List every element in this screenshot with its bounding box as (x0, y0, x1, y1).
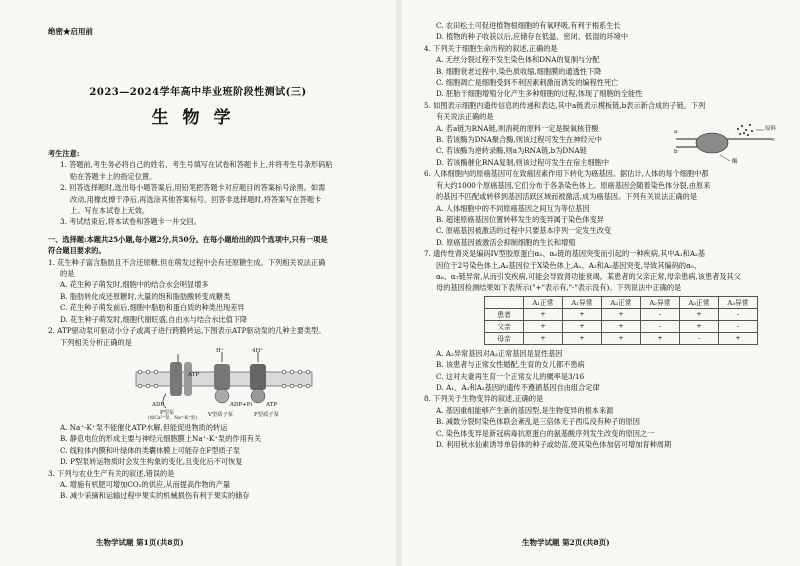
notice-line: 2. 回答选择题时,选出每小题答案后,用铅笔把答题卡对应题目的答案标号涂黑。如需 (60, 183, 326, 193)
notice-line: 1. 答题前,考生务必将自己的姓名、考生号填写在试卷和答题卡上,并将考生号条形码粘 (60, 160, 333, 170)
option-b: B. 若该酶为DNA聚合酶,则该过程可发生在神经元中 (436, 135, 602, 145)
table-cell: - (641, 320, 680, 332)
option-b: B. 减数分裂时染色体联会紊乱是三倍体无子西瓜没有种子的原因 (436, 417, 640, 427)
label-c: c (772, 136, 776, 143)
option-c: C. 花生种子萌发前后,细胞中脂肪和蛋白质的种类出现差异 (60, 303, 245, 313)
question-stem: 5. 如图表示细胞内遗传信息的传递和表达,其中a链表示模板链,b表示新合成的子链。下列 (424, 100, 706, 110)
option-a: A. 若a链为RNA链,则消耗的原料一定是脱氧核苷酸 (436, 123, 599, 133)
question-stem: 8. 下列关于生物变异的叙述,正确的是 (424, 394, 544, 404)
option-a: A. 增施有机肥可增加CO₂的供应,从而提高作物的产量 (60, 479, 231, 489)
label-atp2: ATP (266, 401, 278, 408)
table-header-cell (485, 296, 524, 308)
question-stem: 因位于2号染色体上,A₃基因位于X染色体上,A₁、A₂和A₃基因突变,导致其编码的α₅、 (436, 260, 702, 270)
gene-test-table (484, 296, 758, 345)
table-cell: + (602, 308, 641, 320)
question-stem: 下列相关分析正确的是 (60, 337, 132, 347)
table-row (485, 332, 758, 344)
table-cell: + (524, 308, 563, 320)
question-stem: 有大约1000个原癌基因,它们分布于各条染色体上。原癌基因会随着染色体分裂,由原来 (436, 180, 711, 190)
table-cell: 患者 (485, 308, 524, 320)
table-row (485, 308, 758, 320)
question-stem: 有关说法正确的是 (436, 112, 494, 122)
option-d: D. 胚胎干细胞增殖分化产生多种细胞的过程,体现了细胞的全能性 (436, 89, 643, 99)
table-cell: + (524, 332, 563, 344)
pump-p-label: P型泵 (160, 409, 175, 416)
exam-title: 2023—2024学年高中毕业班阶段性测试(三) (89, 87, 307, 98)
notice-heading: 考生注意: (48, 149, 80, 158)
option-d: D. 若该酶催化RNA复制,则该过程可发生在宿主细胞中 (436, 157, 610, 167)
question-stem: 6. 人体细胞内的原癌基因可在致癌因素作用下转化为癌基因。据估计,人体的每个细胞中都 (424, 169, 709, 179)
option-a: A. 人体细胞中的不同原癌基因之间互为等位基因 (436, 203, 590, 213)
label-h: H⁺ (216, 347, 224, 354)
option-a: A. 花生种子萌发时,细胞中的结合水会明显增多 (60, 280, 209, 290)
table-cell: - (719, 308, 758, 320)
table-cell: + (563, 320, 602, 332)
option-c: C. 若该酶为逆转录酶,则a为RNA链,b为DNA链 (436, 146, 587, 156)
table-cell: + (719, 332, 758, 344)
section-heading: 一、选择题:本题共25小题,每小题2分,共50分。在每小题给出的四个选项中,只有一项是 (48, 234, 328, 244)
notice-line: 改动,用橡皮擦干净后,再选涂其他答案标号。回答非选择题时,将答案写在答题卡 (70, 194, 322, 204)
table-cell: + (563, 308, 602, 320)
pump-f-label: F型质子泵 (254, 411, 279, 418)
table-cell: - (719, 320, 758, 332)
table-cell: 父亲 (485, 320, 524, 332)
option-b: B. 减少采摘和运输过程中果实的机械损伤有利于果实的储存 (60, 491, 250, 501)
table-header-cell: A₁正常 (524, 296, 563, 308)
table-cell: + (641, 332, 680, 344)
replication-figure (672, 121, 782, 169)
atp-pump-figure (48, 347, 380, 421)
question-stem: 母的基因检测结果如下表所示("+"表示有,"-"表示没有)。下列说法中正确的是 (436, 283, 682, 293)
table-header-cell: A₂异常 (641, 296, 680, 308)
option-a: A. 无丝分裂过程不发生染色体和DNA的复制与分配 (436, 55, 600, 65)
option-c: C. 线粒体内膜和叶绿体的类囊体膜上可能存在F型质子泵 (60, 445, 241, 455)
table-cell: + (563, 332, 602, 344)
option-c: C. 农田松土可促进植物根细胞的有氧呼吸,有利于根系生长 (436, 21, 621, 30)
table-header-cell: A₃异常 (719, 296, 758, 308)
table-cell: + (680, 320, 719, 332)
option-d: D. 利用秋水仙素诱导单倍体的种子或幼苗,使其染色体加倍可增加育种周期 (436, 440, 672, 449)
question-stem: 1. 花生种子富含脂肪且不含还原糖,但在萌发过程中会有还原糖生成。下列相关说法正确 (48, 257, 326, 267)
option-d: D. 花生种子萌发时,细胞代谢旺盛,自由水与结合水比值下降 (60, 314, 248, 324)
option-b: B. 静息电位的形成主要与神经元细胞膜上Na⁺-K⁺泵的作用有关 (60, 434, 262, 444)
question-stem: α₆、α₇链异常,从而引发疾病,可能会导致肾功能衰竭。某患者的父亲正常,母亲患病,该患者及其父 (436, 271, 741, 281)
option-a: A. A₂异常基因对A₂正常基因是显性基因 (436, 348, 563, 358)
notice-line: 贴在答题卡上的指定位置。 (70, 171, 157, 181)
question-stem: 4. 下列关于细胞生命历程的叙述,正确的是 (424, 43, 558, 53)
option-a: A. 基因重组能够产生新的基因型,是生物变异的根本来源 (436, 405, 614, 415)
page-footer: 生物学试题 第2页(共8页) (522, 538, 610, 547)
subject-title: 生物学 (151, 108, 245, 128)
table-cell: + (524, 320, 563, 332)
label-atp: ATP (188, 371, 200, 378)
left-column (0, 148, 396, 566)
q5-block (424, 123, 786, 169)
label-a: a (674, 128, 678, 135)
option-d: D. 原癌基因被激活会抑制细胞的生长和增殖 (436, 237, 576, 247)
notice-line: 上。写在本试卷上无效。 (70, 206, 150, 216)
table-cell: + (602, 332, 641, 344)
exam-page-1 (0, 0, 396, 566)
question-stem: 7. 遗传性肾炎是编码IV型胶原蛋白α₅、α₆链的基因突变而引起的一种疾病,其中A₁和A₂基 (424, 249, 706, 259)
notice-line: 3. 考试结束后,将本试卷和答题卡一并交回。 (60, 217, 201, 227)
option-c: C. 染色体变异是新冠病毒抗原蛋白的氨基酸序列发生改变的原因之一 (436, 428, 655, 438)
table-header-cell: A₂正常 (602, 296, 641, 308)
table-cell: + (680, 308, 719, 320)
table-cell: 母亲 (485, 332, 524, 344)
label-adp: ADP (152, 401, 165, 408)
table-header-row (485, 296, 758, 308)
page-footer: 生物学试题 第1页(共8页) (96, 538, 184, 547)
label-adppi: ADP+Pi (230, 401, 253, 408)
label-material: 原料 (765, 125, 777, 132)
table-header-cell: A₃正常 (680, 296, 719, 308)
question-stem: 的是 (60, 269, 75, 279)
label-b: b (674, 148, 678, 155)
question-stem: 3. 下列与农业生产有关的叙述,错误的是 (48, 468, 175, 478)
question-stem: 的基因不匹配或转移到基因活跃区域而被激活,成为癌基因。下列有关说法正确的是 (436, 192, 698, 202)
pump-v-label: V型质子泵 (208, 411, 234, 418)
question-stem: 2. ATP驱动泵可驱动小分子或离子进行跨膜转运,下图表示ATP驱动泵的几种主要类型。 (48, 326, 326, 336)
option-c: C. 细胞凋亡是细胞受到不利因素刺激而诱发的编程性死亡 (436, 78, 619, 88)
table-cell: - (641, 308, 680, 320)
right-column (402, 20, 800, 566)
label-4h: 4H⁺ (252, 347, 264, 354)
option-c: C. 这对夫妻再生育一个正常女儿的概率是3/16 (436, 371, 585, 381)
option-d: D. A₁、A₂和A₃基因的遗传不遵循基因自由组合定律 (436, 382, 600, 392)
option-c: C. 原癌基因被激活的过程中只要基本序列一定发生改变 (436, 226, 612, 236)
table-cell: + (602, 320, 641, 332)
option-d: D. 植物的种子收获以后,应储存在低温、密闭、低湿的环境中 (436, 32, 629, 42)
option-b: B. 该患者与正常女性婚配,生育的女儿都不患病 (436, 360, 585, 370)
option-a: A. Na⁺-K⁺泵不能催化ATP水解,但能促进物质的转运 (60, 422, 228, 432)
option-d: D. P型泵转运物质时会发生构象的变化,且变化后不可恢复 (60, 457, 243, 467)
table-header-cell: A₁异常 (563, 296, 602, 308)
table-cell: - (680, 332, 719, 344)
option-b: B. 细胞衰老过程中,染色质收缩,细胞膜的通透性下降 (436, 66, 602, 76)
exam-page-2 (402, 0, 800, 566)
pump-p-note: (如Ca²⁺泵、Na⁺-K⁺泵) (148, 415, 198, 421)
label-enzyme: 酶 (732, 158, 738, 165)
option-b: B. 超速原癌基因位置转移发生的变异属于染色体变异 (436, 214, 604, 224)
confidential-label: 绝密★启用前 (48, 27, 93, 36)
table-row (485, 320, 758, 332)
option-b: B. 脂肪转化成还原糖时,大量的饱和脂肪酸转变成糖类 (60, 291, 231, 301)
section-heading: 符合题目要求的。 (48, 246, 106, 256)
